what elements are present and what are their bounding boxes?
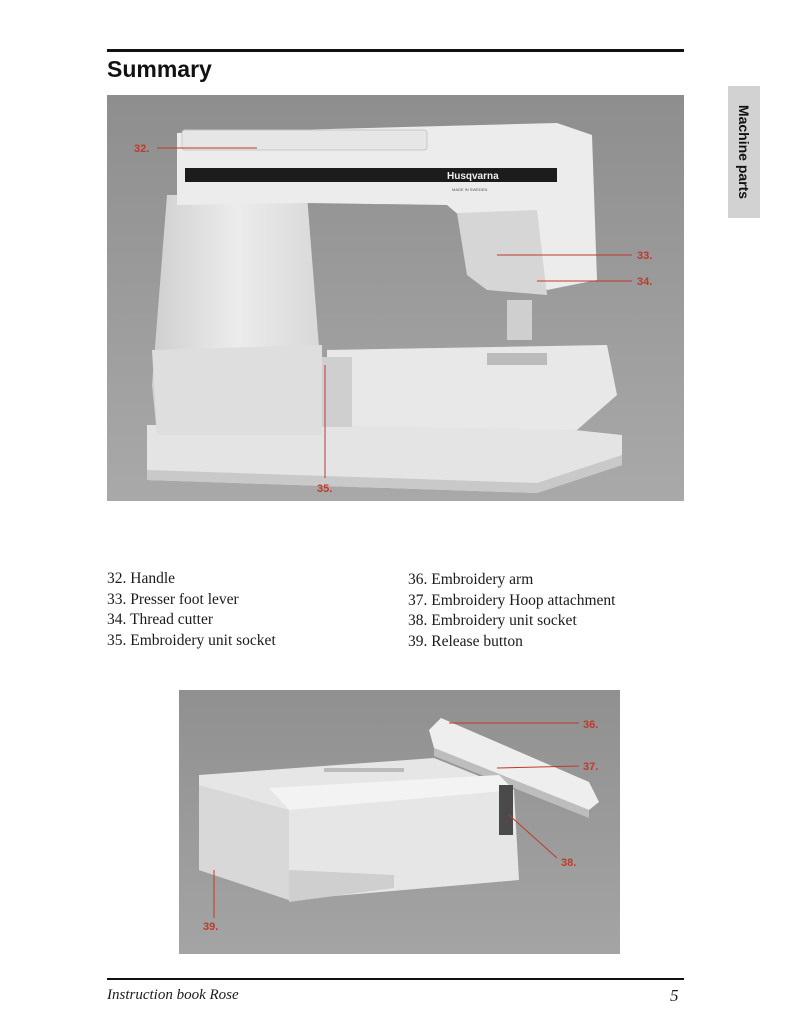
list-item: 32. Handle: [107, 570, 176, 587]
bottom-rule: [107, 978, 684, 980]
callout-36: 36.: [583, 719, 599, 731]
callout-35: 35.: [317, 483, 333, 495]
list-item: 39. Release button: [408, 632, 523, 650]
made-in-text: MADE IN SWEDEN: [452, 187, 488, 192]
parts-list-left: [107, 569, 276, 651]
callout-39: 39.: [203, 921, 219, 933]
list-item: 33. Presser foot lever: [107, 590, 239, 608]
list-item: 38. Embroidery unit socket: [408, 612, 577, 629]
sewing-machine-photo: [107, 95, 684, 501]
footer-book-title: Instruction book Rose: [107, 987, 239, 1003]
embroidery-unit-photo: [179, 690, 620, 954]
side-tab-machine-parts: [728, 86, 760, 218]
callout-34: 34.: [637, 276, 653, 288]
callout-33: 33.: [637, 250, 653, 262]
page-number: 5: [670, 986, 679, 1005]
callout-37: 37.: [583, 761, 599, 773]
callout-38: 38.: [561, 857, 577, 869]
top-rule: [107, 49, 684, 52]
list-item: 37. Embroidery Hoop attachment: [408, 591, 616, 609]
parts-list-right: [408, 570, 615, 652]
list-item: 35. Embroidery unit socket: [107, 631, 276, 649]
callout-32: 32.: [134, 143, 150, 155]
side-tab-label: Machine parts: [736, 104, 752, 200]
list-item: 36. Embroidery arm: [408, 571, 534, 588]
list-item: 34. Thread cutter: [107, 611, 214, 628]
brand-logo-text: Husqvarna: [447, 171, 499, 182]
page-title: Summary: [107, 56, 212, 82]
